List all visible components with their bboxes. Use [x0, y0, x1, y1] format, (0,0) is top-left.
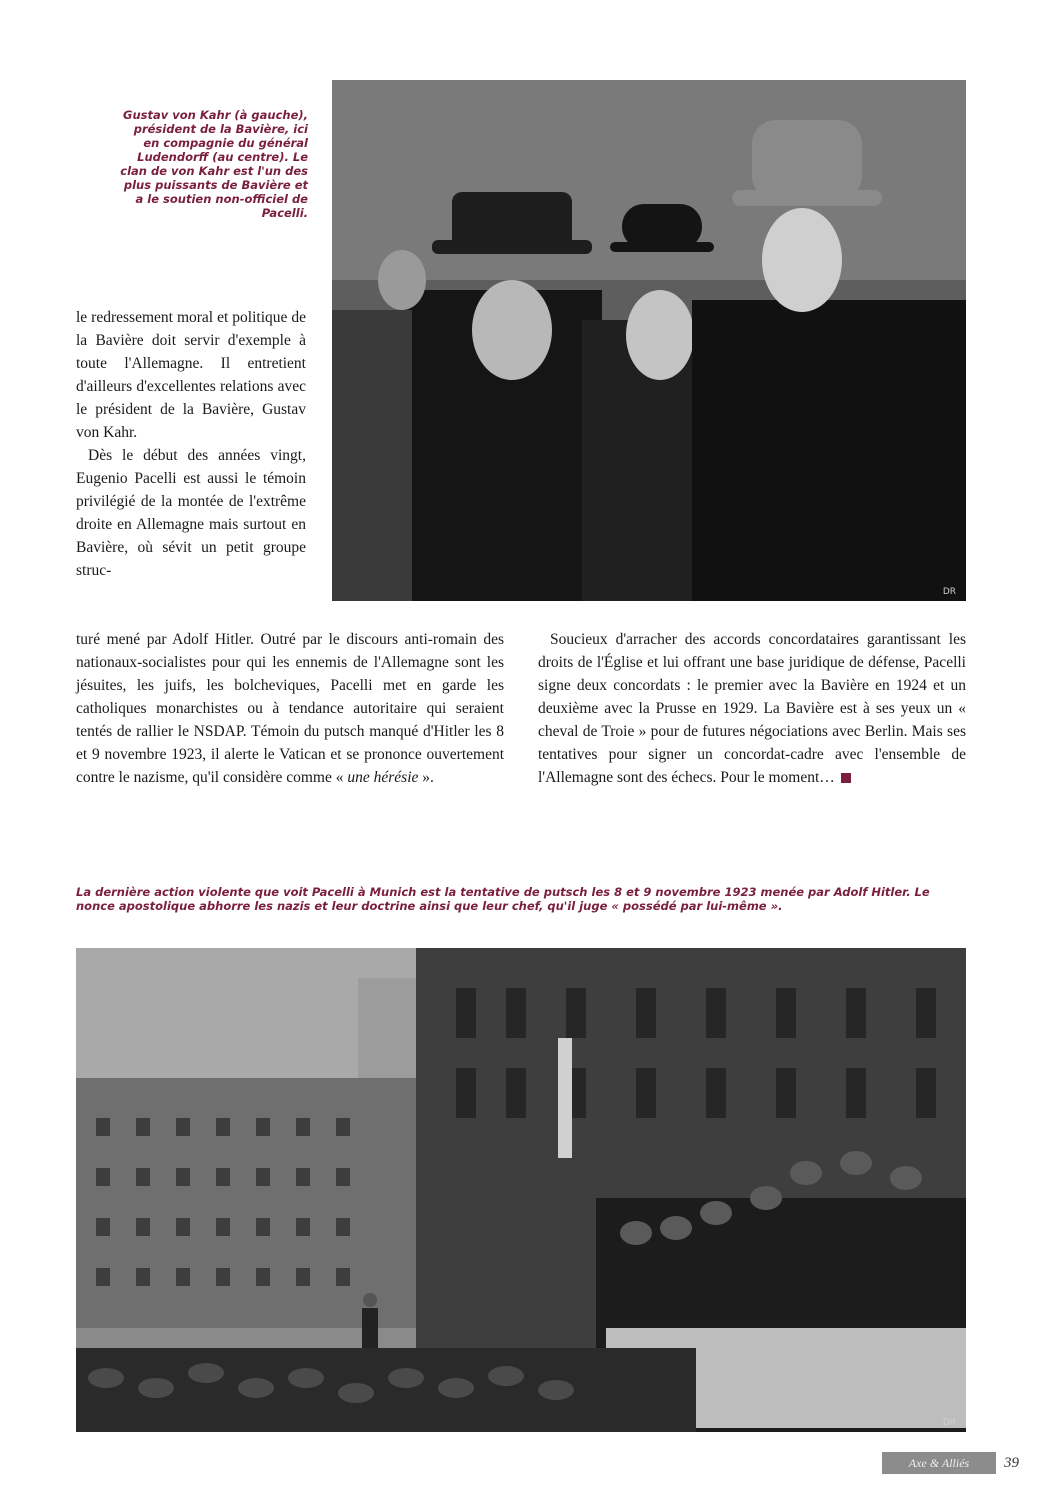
paragraph-kahr: le redressement moral et politique de la Bavière doit servir d'exemple à toute l'Allemagne. Il entretient d'ailleurs d'excellentes relations avec le président de la Bavière, Gustav von Kahr. — [76, 309, 306, 441]
photo-credit-bottom: DR — [942, 1418, 956, 1428]
end-of-article-mark — [841, 773, 851, 783]
section-tab: Axe & Alliés — [882, 1452, 996, 1474]
quote-heresie: une hérésie — [347, 769, 419, 786]
caption-bottom-quote: possédé par lui-même — [622, 899, 767, 913]
paragraph-far-right: Dès le début des années vingt, Eugenio Pacelli est aussi le témoin privilégié de la montée de l'extrême droite en Allemagne mais surtout en Bavière, où sévit un petit groupe struc- — [76, 447, 306, 579]
caption-bottom-text: La dernière action violente que voit Pacelli à Munich est la tentative de putsch les 8 et 9 novembre 1923 menée par Adolf Hitler. Le nonce apostolique abhorre les nazis et leur doctrine ainsi que leur chef, qu'il juge « — [76, 885, 930, 913]
paragraph-hitler-text: turé mené par Adolf Hitler. Outré par le discours anti-romain des nationaux-socialistes pour qui les ennemis de l'Allemagne sont les jésuites, les juifs, les bolcheviques, Pacelli met en garde les catholiques monarchistes ou à tendance autoritaire qui seraient tentés de rallier le NSDAP. Témoin du putsch manqué d'Hitler les 8 et 9 novembre 1923, il alerte le Vatican et se prononce ouvertement contre le nazisme, qu'il considère comme « — [76, 631, 504, 786]
photo-caption-top: Gustav von Kahr (à gauche), président de la Bavière, ici en compagnie du général Ludendorff (au centre). Le clan de von Kahr est l'un des plus puissants de Bavière et a le soutien non-officiel de Pacelli. — [120, 108, 308, 220]
paragraph-concordats-text: Soucieux d'arracher des accords concordataires garantissant les droits de l'Église et lui offrant une base juridique de défense, Pacelli signe deux concordats : le premier avec la Bavière en 1924 et un deuxième avec la Prusse en 1929. La Bavière est à ses yeux un « cheval de Troie » pour de futures négociations avec Berlin. Mais ses tentatives pour signer un concordat-cadre avec l'ensemble de l'Allemagne sont des échecs. Pour le moment… — [538, 631, 966, 786]
page-number: 39 — [1004, 1455, 1019, 1471]
paragraph-hitler-end: ». — [418, 769, 434, 786]
photo-kahr-ludendorff — [332, 80, 966, 601]
paragraph-concordats — [538, 628, 966, 789]
caption-bottom-end: ». — [766, 899, 783, 913]
photo-munich-putsch — [76, 948, 966, 1432]
photo-illustration — [332, 80, 966, 601]
text-column-left-bottom — [76, 628, 504, 789]
photo-illustration-putsch — [76, 948, 966, 1432]
photo-credit-top: DR — [942, 587, 956, 597]
text-column-left-top — [76, 306, 306, 582]
paragraph-hitler — [76, 628, 504, 789]
photo-caption-bottom — [76, 885, 956, 913]
text-column-right — [538, 628, 966, 789]
